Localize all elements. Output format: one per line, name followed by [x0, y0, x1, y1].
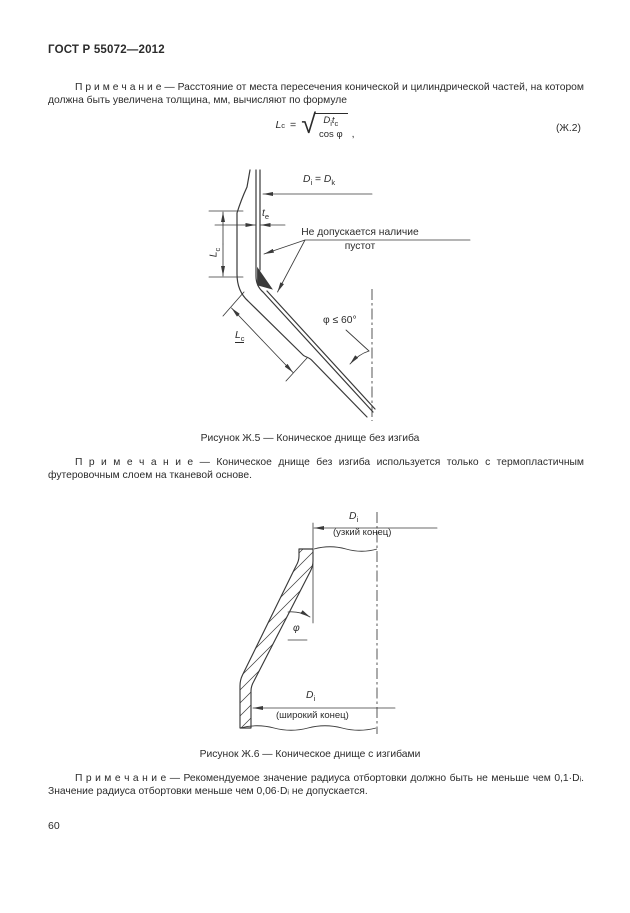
label-d1-sub: i — [310, 178, 313, 188]
label-d2: D — [323, 174, 332, 185]
label-no-voids-line2: пустот — [344, 241, 376, 252]
dimension-lines — [209, 194, 470, 381]
figure-zh5-caption: Рисунок Ж.5 — Коническое днище без изгиба — [200, 433, 420, 444]
figure-zh6 — [220, 505, 445, 740]
label-thickness — [262, 208, 269, 223]
label-lc-diagonal — [235, 330, 244, 345]
label-lcv-sub: c — [212, 247, 222, 252]
note-flange-radius: П р и м е ч а н и е — Рекомендуемое значение радиуса отбортовки должно быть не меньше чем 0,1·Dᵢ. Значение радиуса отбортовки меньше чем 0,06·Dᵢ не допускается. — [48, 773, 584, 798]
label-lcd-base: L — [235, 330, 241, 341]
label-angle-phi: φ — [293, 623, 300, 634]
formula-equals: = — [290, 119, 297, 132]
break-line-top — [314, 547, 377, 552]
label-dtop-sub: i — [356, 515, 359, 525]
label-dtop-base: D — [349, 511, 357, 522]
label-lcd-sub: c — [240, 334, 245, 344]
formula-radical — [301, 111, 347, 140]
num-t: t — [331, 115, 335, 126]
label-narrow-end: (узкий конец) — [333, 527, 392, 538]
wall-middle-line — [256, 170, 373, 412]
joint-fillet-triangle — [258, 268, 273, 289]
formula-comma: , — [351, 127, 355, 140]
angle-leader — [346, 330, 369, 351]
num-t-sub: c — [334, 118, 339, 128]
page-number: 60 — [48, 820, 60, 832]
fraction-denominator: cos φ — [319, 128, 343, 140]
formula-zh2 — [275, 111, 354, 140]
doc-header: ГОСТ Р 55072—2012 — [48, 44, 165, 56]
dim-lc-diagonal-lower — [262, 340, 293, 373]
formula-fraction — [314, 113, 348, 140]
label-t-sub: e — [264, 212, 270, 222]
fraction-numerator — [323, 115, 338, 129]
label-wide-end: (широкий конец) — [276, 710, 349, 721]
formula-lhs: L — [275, 119, 282, 132]
label-lcv-base: L — [208, 251, 220, 258]
label-dbottom-base: D — [306, 690, 314, 701]
label-dia-eq: = — [314, 174, 321, 185]
figure-zh5-drawing — [170, 160, 490, 432]
figure-zh5 — [170, 160, 490, 432]
angle-arc — [288, 612, 310, 617]
wall-hatching — [220, 505, 445, 740]
vessel-wall-lines — [237, 170, 375, 417]
label-lc-vertical — [209, 233, 224, 257]
figure-zh6-drawing — [220, 505, 445, 740]
label-angle — [293, 623, 300, 635]
formula-lhs-sub: c — [281, 120, 286, 130]
label-diameter-top — [303, 174, 335, 189]
num-d-sub: i — [330, 118, 332, 128]
label-d1: D — [303, 174, 311, 185]
label-d2-sub: k — [331, 178, 336, 188]
label-angle-limit: φ ≤ 60° — [323, 315, 357, 326]
dimension-lines — [253, 523, 437, 708]
break-line-bottom — [240, 726, 376, 731]
cone-inner-line — [267, 291, 375, 409]
label-no-voids-line1: Не допускается наличие — [301, 227, 419, 238]
angle-arc — [350, 351, 369, 364]
figure-zh6-caption: Рисунок Ж.6 — Коническое днище с изгибами — [199, 749, 421, 760]
note-formula-intro: П р и м е ч а н и е — Расстояние от места пересечения конической и цилиндрической частей, на котором должна быть увеличена толщина, мм, вычисляют по формуле — [48, 82, 584, 107]
formula-row — [0, 111, 630, 140]
label-diameter-narrow — [349, 511, 358, 526]
label-dbottom-sub: i — [313, 694, 316, 704]
num-d: D — [323, 115, 331, 126]
label-t-base: t — [262, 208, 265, 219]
equation-number: (Ж.2) — [556, 123, 581, 134]
radical-sign: √ — [301, 109, 317, 139]
label-diameter-wide — [306, 690, 315, 705]
note-figure-zh5: П р и м е ч а н и е — Коническое днище без изгиба используется только с термопластичным футеровочным слоем на тканевой основе. — [48, 457, 584, 482]
